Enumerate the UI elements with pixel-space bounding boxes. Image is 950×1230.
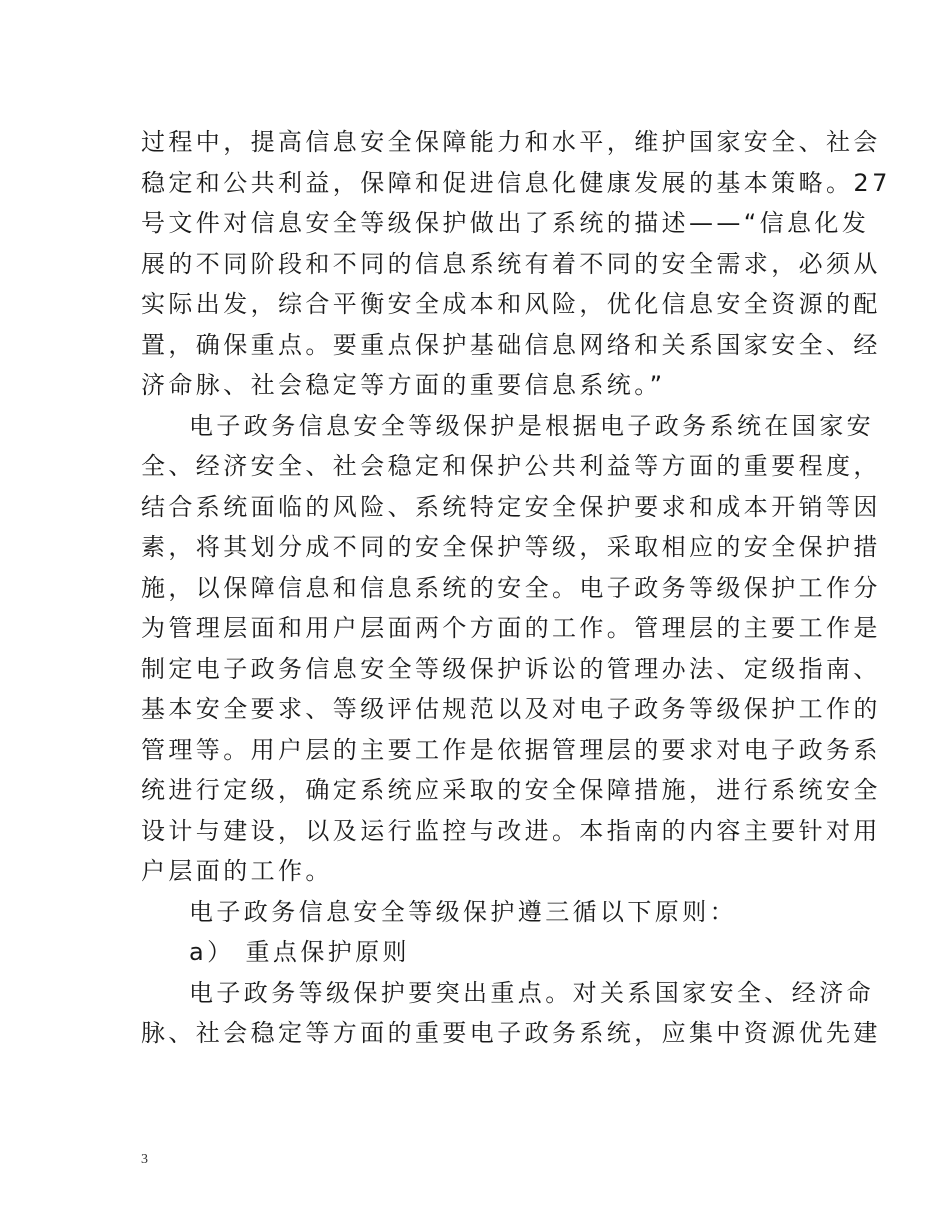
text-line: 施，以保障信息和信息系统的安全。电子政务等级保护工作分 bbox=[141, 573, 881, 602]
text-line: 素，将其划分成不同的安全保护等级，采取相应的安全保护措 bbox=[141, 533, 881, 561]
page-number: 3 bbox=[141, 1152, 148, 1167]
text-line: 实际出发，综合平衡安全成本和风险，优化信息安全资源的配 bbox=[141, 290, 881, 318]
text-line: 济命脉、社会稳定等方面的重要信息系统。” bbox=[141, 371, 666, 399]
text-line: 结合系统面临的风险、系统特定安全保护要求和成本开销等因 bbox=[141, 492, 881, 521]
text-line: 基本安全要求、等级评估规范以及对电子政务等级保护工作的 bbox=[141, 695, 881, 723]
principles-intro: 电子政务信息安全等级保护遵三循以下原则： bbox=[189, 897, 737, 926]
principle-heading: a） 重点保护原则 bbox=[189, 938, 410, 966]
text-line: 制定电子政务信息安全等级保护诉讼的管理办法、定级指南、 bbox=[141, 654, 881, 683]
text-line: 设计与建设，以及运行监控与改进。本指南的内容主要针对用 bbox=[141, 816, 881, 845]
text-line: 稳定和公共利益，保障和促进信息化健康发展的基本策略。27 bbox=[141, 168, 891, 197]
text-line: 全、经济安全、社会稳定和保护公共利益等方面的重要程度， bbox=[141, 452, 881, 480]
text-line: 置，确保重点。要重点保护基础信息网络和关系国家安全、经 bbox=[141, 330, 881, 359]
text-line: 号文件对信息安全等级保护做出了系统的描述——“信息化发 bbox=[141, 209, 870, 237]
paragraph-first-line: 电子政务等级保护要突出重点。对关系国家安全、经济命 bbox=[189, 978, 874, 1007]
text-line: 户层面的工作。 bbox=[141, 857, 333, 885]
text-line: 展的不同阶段和不同的信息系统有着不同的安全需求，必须从 bbox=[141, 249, 881, 278]
body-text bbox=[141, 122, 891, 1054]
text-line: 脉、社会稳定等方面的重要电子政务系统，应集中资源优先建 bbox=[141, 1019, 881, 1047]
text-line: 管理等。用户层的主要工作是依据管理层的要求对电子政务系 bbox=[141, 735, 881, 764]
text-line: 统进行定级，确定系统应采取的安全保障措施，进行系统安全 bbox=[141, 776, 881, 804]
text-line: 过程中，提高信息安全保障能力和水平，维护国家安全、社会 bbox=[141, 128, 881, 156]
text-line: 为管理层面和用户层面两个方面的工作。管理层的主要工作是 bbox=[141, 614, 881, 642]
paragraph-first-line: 电子政务信息安全等级保护是根据电子政务系统在国家安 bbox=[189, 411, 874, 440]
